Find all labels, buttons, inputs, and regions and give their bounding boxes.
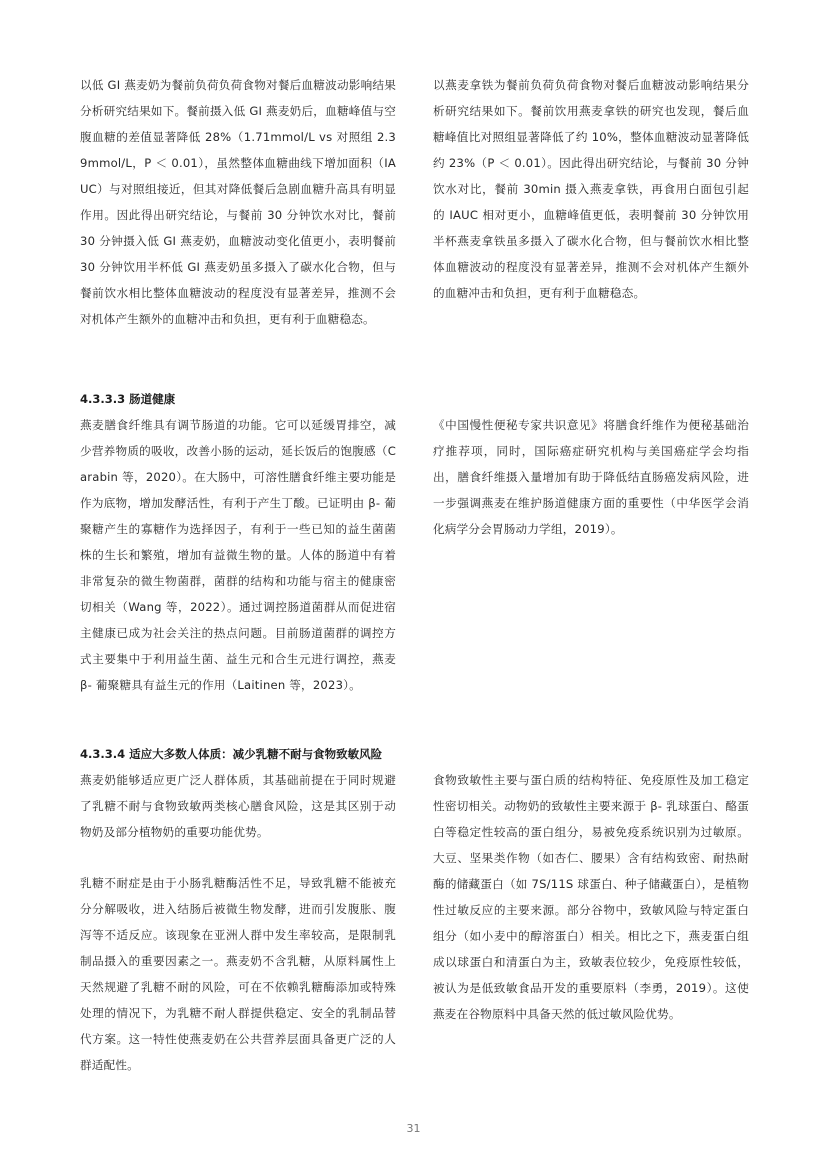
paragraph-oat-latte-gi: 以燕麦拿铁为餐前负荷负荷食物对餐后血糖波动影响结果分析研究结果如下。餐前饮用燕麦拿铁的研究也发现，餐后血糖峰值比对照组显著降低了约 10%，整体血糖波动显著降低约 23%（P ＜ 0.01）。因此得出研究结论，与餐前 30 分钟饮水对比，餐前 30min 摄入燕麦拿铁，再食用白面包引起的 IAUC 相对更小，血糖峰值更低，表明餐前 30 分钟饮用半杯燕麦拿铁虽多摄入了碳水化合物，但与餐前饮水相比整体血糖波动的程度没有显著差异，推测不会对机体产生额外的血糖冲击和负担，更有利于血糖稳态。 [433, 78, 749, 300]
paragraph-oat-milk-gi: 以低 GI 燕麦奶为餐前负荷负荷食物对餐后血糖波动影响结果分析研究结果如下。餐前摄入低 GI 燕麦奶后，血糖峰值与空腹血糖的差值显著降低 28%（1.71mmol/L vs 对照组 2.39mmol/L，P ＜ 0.01），虽然整体血糖曲线下增加面积（IAUC）与对照组接近，但其对降低餐后急剧血糖升高具有明显作用。因此得出研究结论，与餐前 30 分钟饮水对比，餐前 30 分钟摄入低 GI 燕麦奶，血糖波动变化值更小，表明餐前 30 分钟饮用半杯低 GI 燕麦奶虽多摄入了碳水化合物，但与餐前饮水相比整体血糖波动的程度没有显著差异，推测不会对机体产生额外的血糖冲击和负担，更有利于血糖稳态。 [80, 78, 396, 326]
paragraph-constipation-consensus: 《中国慢性便秘专家共识意见》将膳食纤维作为便秘基础治疗推荐项，同时，国际癌症研究机构与美国癌症学会均指出，膳食纤维摄入量增加有助于降低结直肠癌发病风险，进一步强调燕麦在维护肠道健康方面的重要性（中华医学会消化病学分会胃肠动力学组，2019）。 [433, 418, 749, 536]
page-number: 31 [406, 1122, 421, 1135]
paragraph-food-allergy: 食物致敏性主要与蛋白质的结构特征、免疫原性及加工稳定性密切相关。动物奶的致敏性主要来源于 β- 乳球蛋白、酪蛋白等稳定性较高的蛋白组分，易被免疫系统识别为过敏原。大豆、坚果类作物（如杏仁、腰果）含有结构致密、耐热耐酶的储藏蛋白（如 7S/11S 球蛋白、种子储藏蛋白），是植物性过敏反应的主要来源。部分谷物中，致敏风险与特定蛋白组分（如小麦中的醇溶蛋白）相关。相比之下，燕麦蛋白组成以球蛋白和清蛋白为主，致敏表位较少，免疫原性较低，被认为是低致敏食品开发的重要原料（李勇，2019）。这使燕麦在谷物原料中具备天然的低过敏风险优势。 [433, 773, 749, 1021]
paragraph-adaptability-intro: 燕麦奶能够适应更广泛人群体质，其基础前提在于同时规避了乳糖不耐与食物致敏两类核心膳食风险，这是其区别于动物奶及部分植物奶的重要功能优势。 [80, 773, 396, 839]
section-heading-allergy: 4.3.3.4 适应大多数人体质：减少乳糖不耐与食物致敏风险 [80, 747, 383, 761]
section-heading-gut-health: 4.3.3.3 肠道健康 [80, 392, 176, 406]
paragraph-lactose-intolerance: 乳糖不耐症是由于小肠乳糖酶活性不足，导致乳糖不能被充分分解吸收，进入结肠后被微生物发酵，进而引发腹胀、腹泻等不适反应。该现象在亚洲人群中发生率较高，是限制乳制品摄入的重要因素之一。燕麦奶不含乳糖，从原料属性上天然规避了乳糖不耐的风险，可在不依赖乳糖酶添加或特殊处理的情况下，为乳糖不耐人群提供稳定、安全的乳制品替代方案。这一特性使燕麦奶在公共营养层面具备更广泛的人群适配性。 [80, 876, 396, 1072]
paragraph-gut-fiber: 燕麦膳食纤维具有调节肠道的功能。它可以延缓胃排空，减少营养物质的吸收，改善小肠的运动，延长饭后的饱腹感（Carabin 等，2020）。在大肠中，可溶性膳食纤维主要功能是作为底物，增加发酵活性，有利于产生丁酸。已证明由 β- 葡聚糖产生的寡糖作为选择因子，有利于一些已知的益生菌菌株的生长和繁殖，增加有益微生物的量。人体的肠道中有着非常复杂的微生物菌群，菌群的结构和功能与宿主的健康密切相关（Wang 等，2022）。通过调控肠道菌群从而促进宿主健康已成为社会关注的热点问题。目前肠道菌群的调控方式主要集中于利用益生菌、益生元和合生元进行调控，燕麦 β- 葡聚糖具有益生元的作用（Laitinen 等，2023）。 [80, 418, 396, 692]
